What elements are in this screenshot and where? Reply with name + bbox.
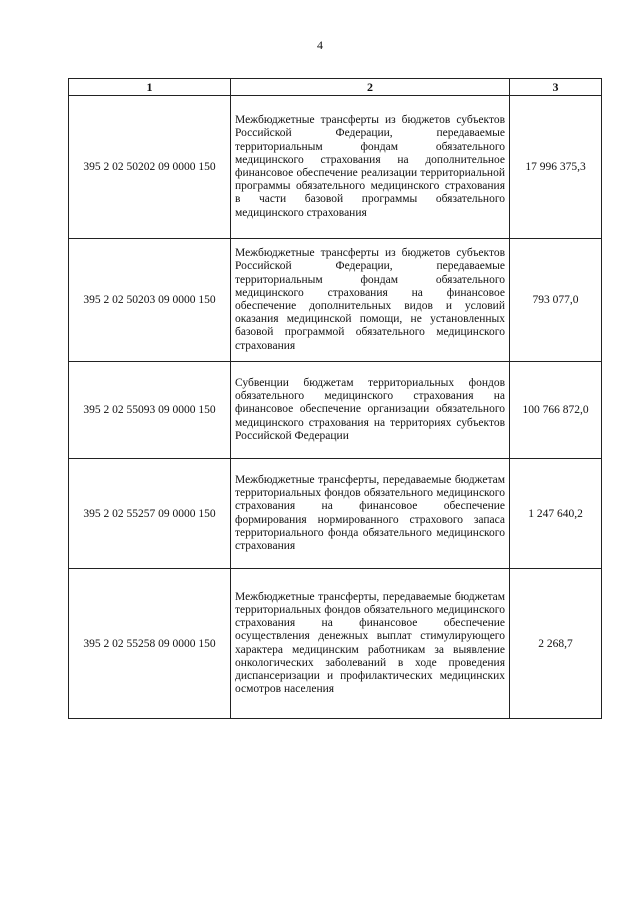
description-cell: Межбюджетные трансферты из бюджетов субъектов Российской Федерации, передаваемые территориальным фондам обязательного медицинского страхования на дополнительное финансовое обеспечение реализации территориальной программы обязательного медицинского страхования в части базовой программы обязательного медицинского страхования xyxy=(231,96,510,239)
column-header-1: 1 xyxy=(69,79,231,96)
budget-code-cell: 395 2 02 55257 09 0000 150 xyxy=(69,459,231,569)
budget-table xyxy=(68,78,602,719)
table-row xyxy=(69,459,602,569)
table-header-row xyxy=(69,79,602,96)
amount-cell: 793 077,0 xyxy=(510,239,602,362)
description-cell: Межбюджетные трансферты, передаваемые бюджетам территориальных фондов обязательного медицинского страхования на финансовое обеспечение формирования нормированного страхового запаса территориального фонда обязательного медицинского страхования xyxy=(231,459,510,569)
amount-cell: 2 268,7 xyxy=(510,569,602,719)
budget-code-cell: 395 2 02 50203 09 0000 150 xyxy=(69,239,231,362)
amount-cell: 100 766 872,0 xyxy=(510,362,602,459)
amount-cell: 17 996 375,3 xyxy=(510,96,602,239)
column-header-3: 3 xyxy=(510,79,602,96)
description-cell: Субвенции бюджетам территориальных фондов обязательного медицинского страхования на финансовое обеспечение организации обязательного медицинского страхования на территориях субъектов Российской Федерации xyxy=(231,362,510,459)
table-row xyxy=(69,239,602,362)
table-row xyxy=(69,96,602,239)
description-cell: Межбюджетные трансферты из бюджетов субъектов Российской Федерации, передаваемые территориальным фондам обязательного медицинского страхования на финансовое обеспечение дополнительных видов и условий оказания медицинской помощи, не установленных базовой программой обязательного медицинского страхования xyxy=(231,239,510,362)
budget-code-cell: 395 2 02 55258 09 0000 150 xyxy=(69,569,231,719)
budget-code-cell: 395 2 02 50202 09 0000 150 xyxy=(69,96,231,239)
description-cell: Межбюджетные трансферты, передаваемые бюджетам территориальных фондов обязательного медицинского страхования на финансовое обеспечение осуществления денежных выплат стимулирующего характера медицинским работникам за выявление онкологических заболеваний в ходе проведения диспансеризации и профилактических медицинских осмотров населения xyxy=(231,569,510,719)
column-header-2: 2 xyxy=(231,79,510,96)
page-number: 4 xyxy=(317,38,323,52)
amount-cell: 1 247 640,2 xyxy=(510,459,602,569)
budget-code-cell: 395 2 02 55093 09 0000 150 xyxy=(69,362,231,459)
table-row xyxy=(69,362,602,459)
table-row xyxy=(69,569,602,719)
